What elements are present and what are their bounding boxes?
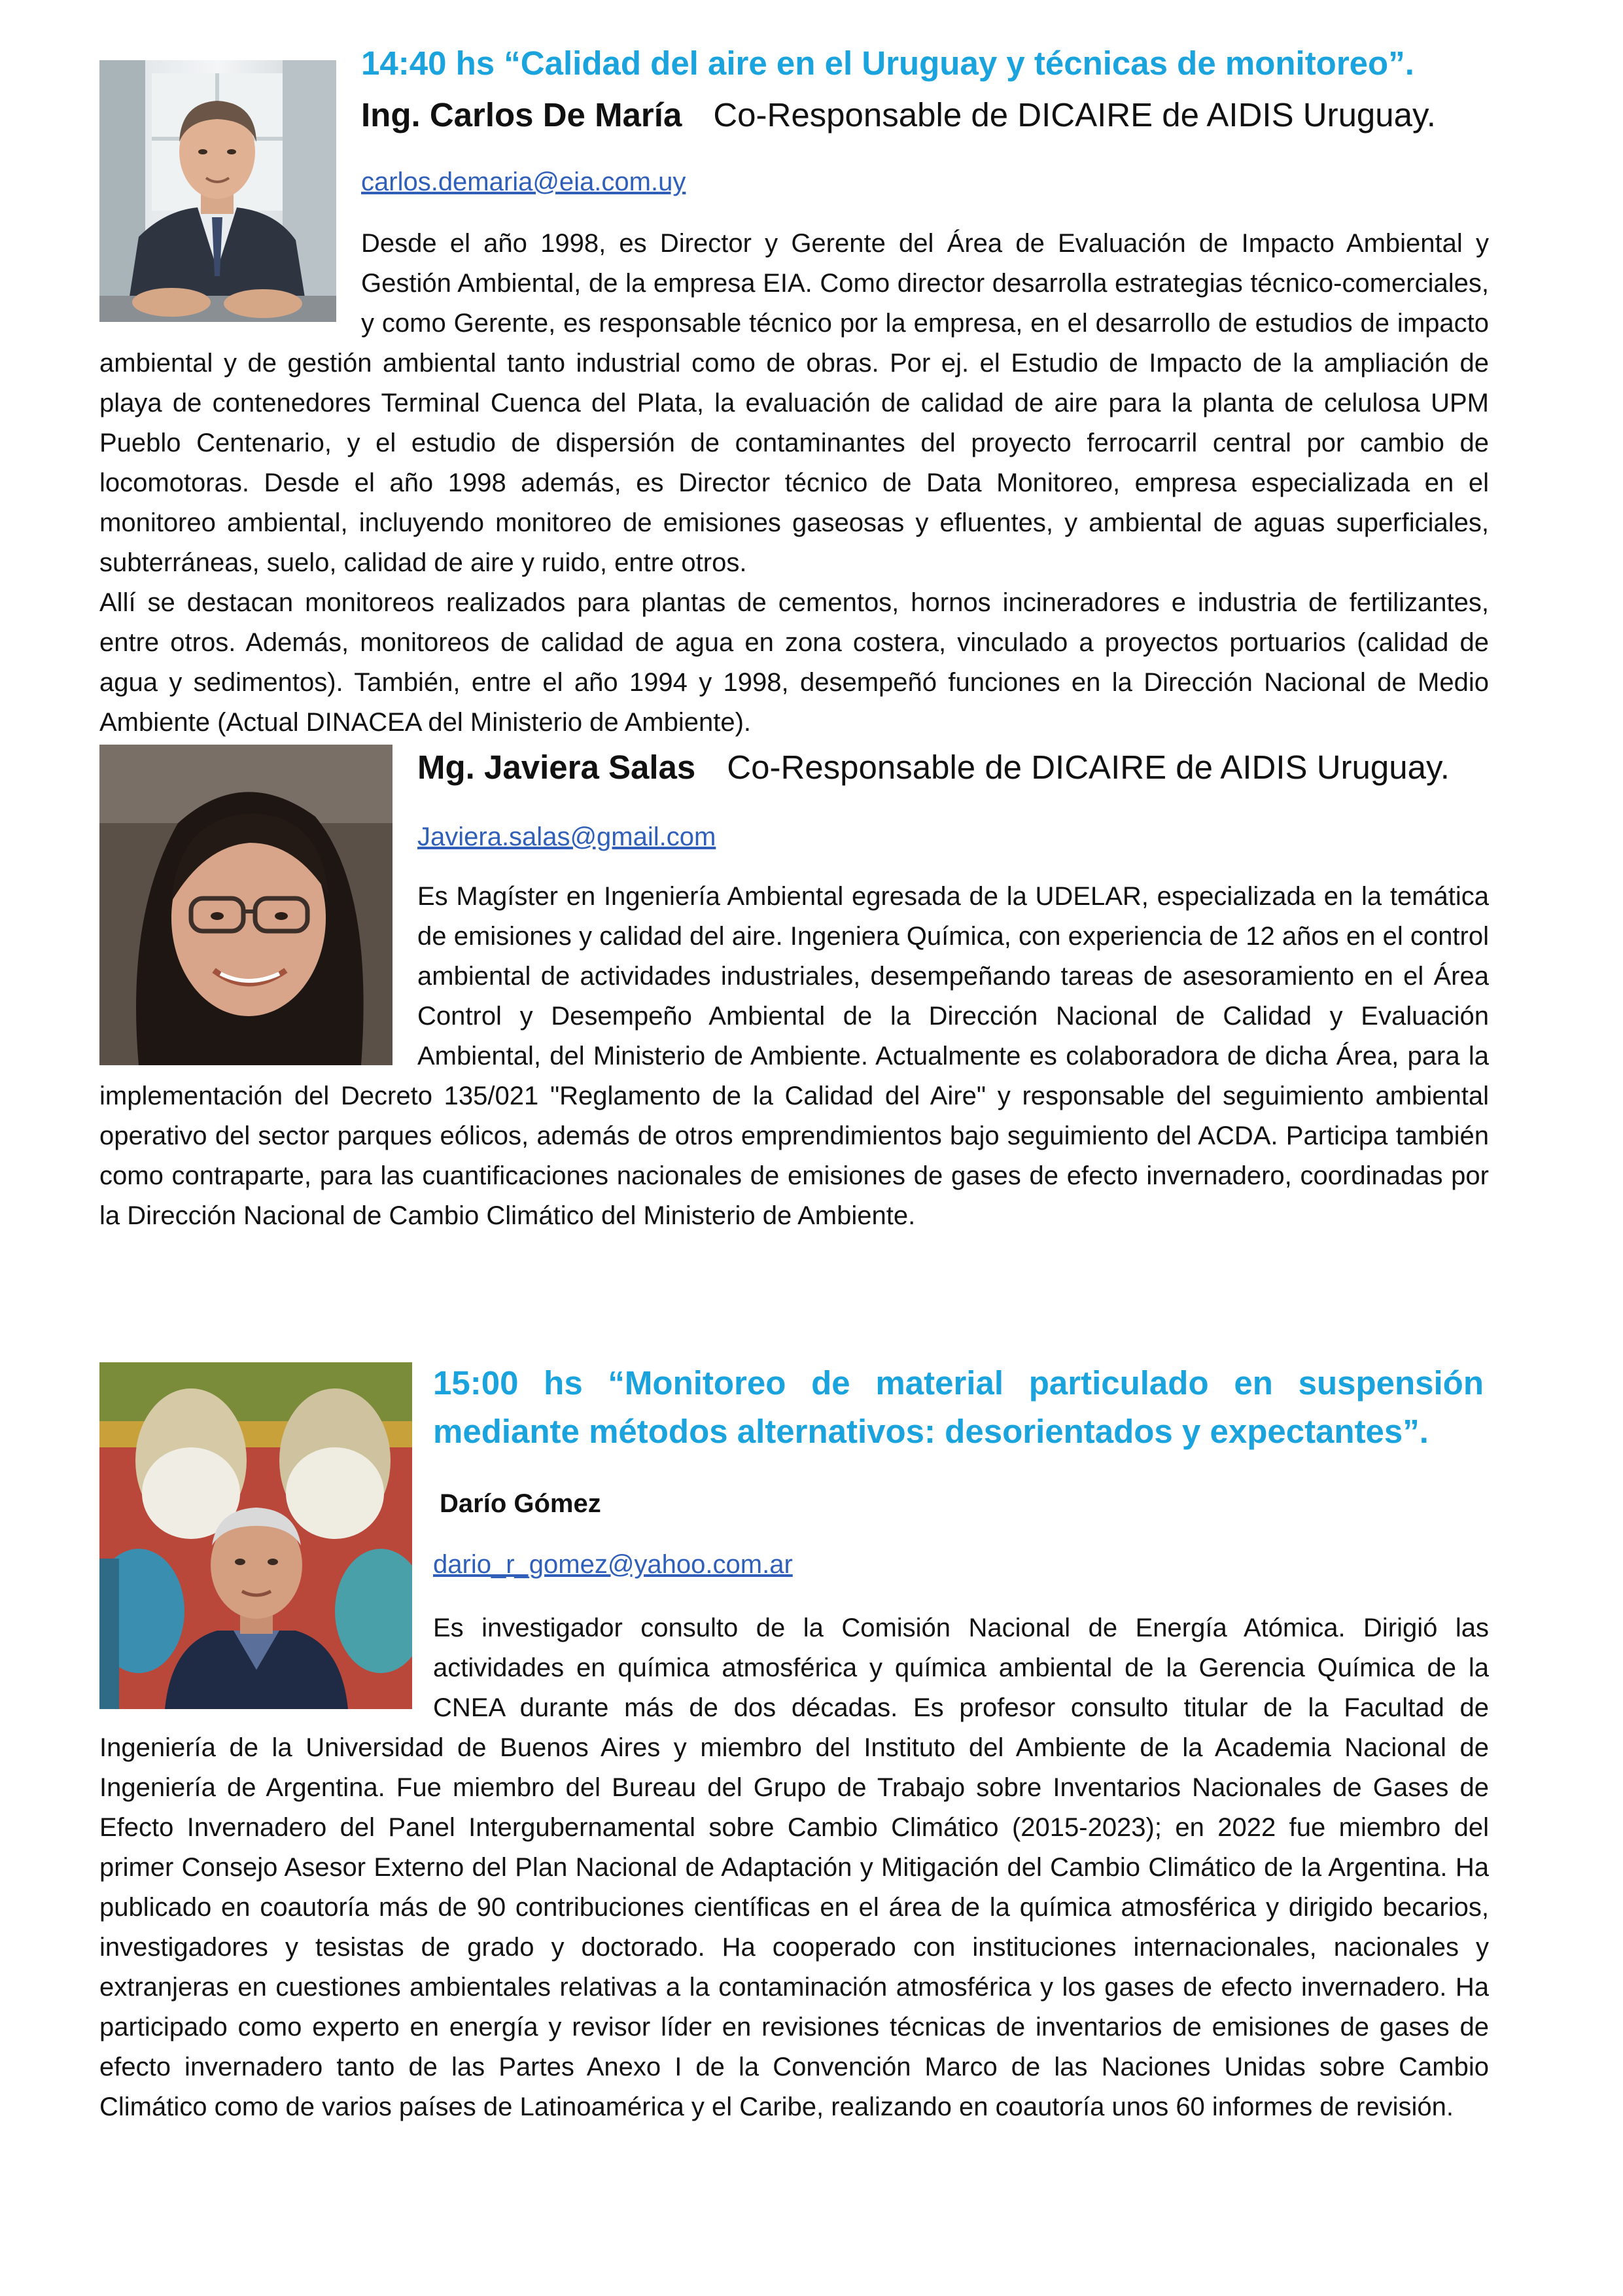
talk2-title: 15:00 hs “Monitoreo de material particulado en suspensión mediante métodos alternativos: desorientados y expectantes”. — [433, 1364, 1484, 1450]
speaker2-name-line — [417, 746, 1450, 789]
speaker2-name: Mg. Javiera Salas — [417, 749, 696, 786]
speaker2-bio — [99, 877, 1489, 1236]
speaker1-bio — [99, 224, 1489, 743]
speaker2-bio-paragraph: Es Magíster en Ingeniería Ambiental egresada de la UDELAR, especializada en la temática de emisiones y calidad del aire. Ingeniera Química, con experiencia de 12 años en el control ambiental de actividades industriales, desempeñando tareas de asesoramiento en el Área Control y Desempeño Ambiental de la Dirección Nacional de Calidad y Evaluación Ambiental, del Ministerio de Ambiente. Actualmente es colaboradora de dicha Área, para la implementación del Decreto 135/021 "Reglamento de la Calidad del Aire" y responsable del seguimiento ambiental operativo del sector parques eólicos, además de otros emprendimientos bajo seguimiento del ACDA. Participa también como contraparte, para las cuantificaciones nacionales de emisiones de gases de efecto invernadero, coordinadas por la Dirección Nacional de Cambio Climático del Ministerio de Ambiente. — [99, 882, 1489, 1230]
speaker1-role: Co-Responsable de DICAIRE de AIDIS Uruguay. — [713, 96, 1436, 133]
speaker3-bio-paragraph: Es investigador consulto de la Comisión Nacional de Energía Atómica. Dirigió las actividades en química atmosférica y química ambiental de la Gerencia Química de la CNEA durante más de dos décadas. Es profesor consulto titular de la Facultad de Ingeniería de la Universidad de Buenos Aires y miembro del Instituto del Ambiente de la Academia Nacional de Ingeniería de Argentina. Fue miembro del Bureau del Grupo de Trabajo sobre Inventarios Nacionales de Gases de Efecto Invernadero del Panel Intergubernamental sobre Cambio Climático (2015-2023); en 2022 fue miembro del primer Consejo Asesor Externo del Plan Nacional de Adaptación y Mitigación del Cambio Climático de la Argentina. Ha publicado en coautoría más de 90 contribuciones científicas en el área de la química atmosférica y dirigido becarios, investigadores y tesistas de grado y doctorado. Ha cooperado con instituciones internacionales, nacionales y extranjeras en cuestiones ambientales relativas a la contaminación atmosférica y los gases de efecto invernadero. Ha participado como experto en energía y revisor líder en revisiones técnicas de inventarios de emisiones de gases de efecto invernadero tanto de las Partes Anexo I de la Convención Marco de las Naciones Unidas sobre Cambio Climático como de varios países de Latinoamérica y el Caribe, realizando en coautoría unos 60 informes de revisión. — [99, 1614, 1489, 2121]
speaker3-email-link[interactable]: dario_r_gomez@yahoo.com.ar — [433, 1550, 793, 1579]
speaker1-name: Ing. Carlos De María — [361, 96, 682, 133]
speaker1-name-line — [361, 94, 1436, 137]
speaker1-bio-paragraph-1: Desde el año 1998, es Director y Gerente del Área de Evaluación de Impacto Ambiental y Gestión Ambiental, de la empresa EIA. Como director desarrolla estrategias técnico-comerciales, y como Gerente, es responsable técnico por la empresa, en el desarrollo de estudios de impacto ambiental y de gestión ambiental tanto industrial como de obras. Por ej. el Estudio de Impacto de la ampliación de playa de contenedores Terminal Cuenca del Plata, la evaluación de calidad de aire para la planta de celulosa UPM Pueblo Centenario, y el estudio de dispersión de contaminantes del proyecto ferrocarril central por cambio de locomotoras. Desde el año 1998 además, es Director técnico de Data Monitoreo, empresa especializada en el monitoreo ambiental, incluyendo monitoreo de emisiones gaseosas y efluentes, y ambiental de aguas superficiales, subterráneas, suelo, calidad de aire y ruido, entre otros. — [99, 229, 1489, 577]
speaker2-role: Co-Responsable de DICAIRE de AIDIS Uruguay. — [727, 749, 1450, 786]
talk1-title: 14:40 hs “Calidad del aire en el Uruguay y técnicas de monitoreo”. — [361, 44, 1414, 82]
speaker1-bio-paragraph-2: Allí se destacan monitoreos realizados para plantas de cementos, hornos incineradores e industria de fertilizantes, entre otros. Además, monitoreos de calidad de agua en zona costera, vinculado a proyectos portuarios (calidad de agua y sedimentos). También, entre el año 1994 y 1998, desempeñó funciones en la Dirección Nacional de Medio Ambiente (Actual DINACEA del Ministerio de Ambiente). — [99, 588, 1489, 737]
speaker2-email-link[interactable]: Javiera.salas@gmail.com — [417, 822, 716, 851]
speaker3-bio — [99, 1608, 1489, 2127]
speaker1-email-link[interactable]: carlos.demaria@eia.com.uy — [361, 168, 686, 196]
speaker3-name: Darío Gómez — [440, 1489, 601, 1518]
